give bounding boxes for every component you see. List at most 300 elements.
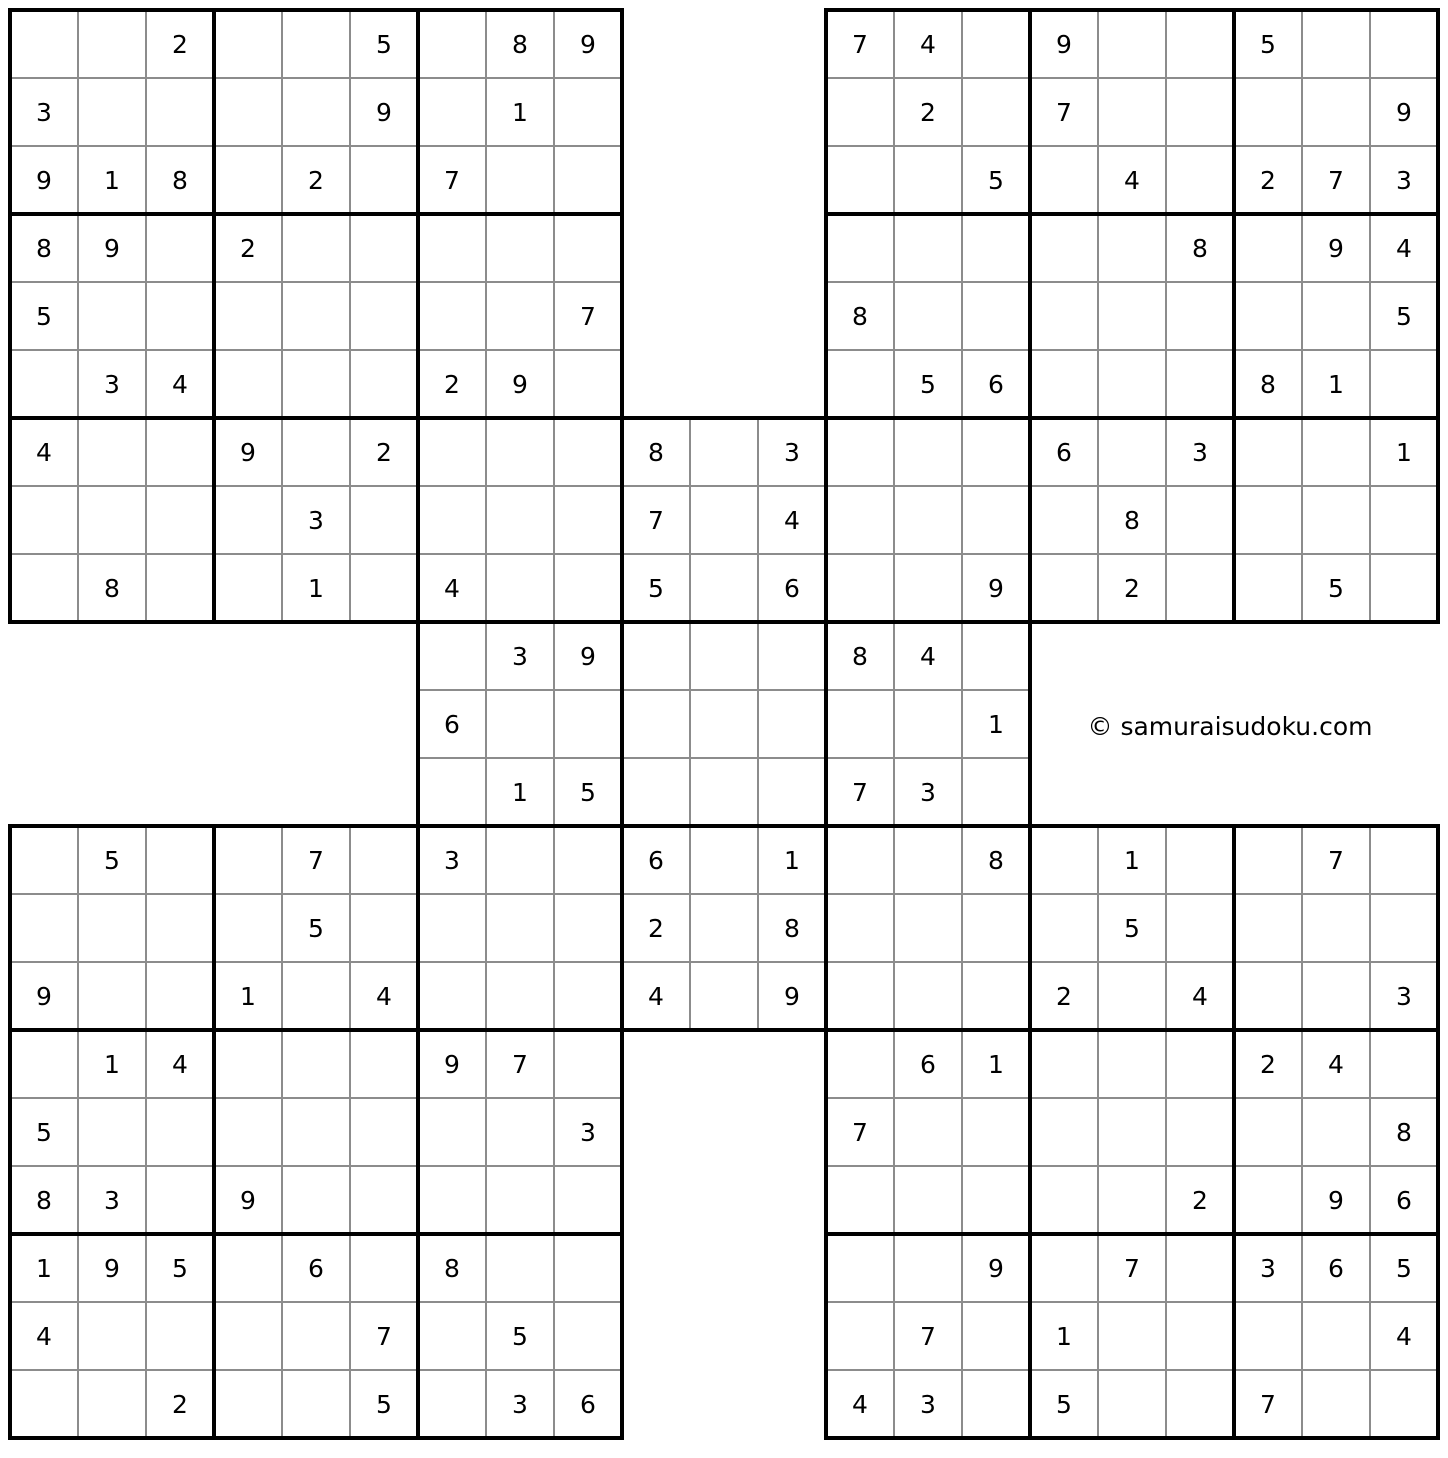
sudoku-cell[interactable]: 5: [1260, 29, 1276, 59]
sudoku-cell[interactable]: [418, 1098, 486, 1166]
sudoku-cell[interactable]: [214, 1302, 282, 1370]
sudoku-cell[interactable]: [350, 1030, 418, 1098]
sudoku-cell[interactable]: [1098, 418, 1166, 486]
sudoku-cell[interactable]: [10, 826, 78, 894]
sudoku-cell[interactable]: [146, 418, 214, 486]
sudoku-cell[interactable]: [146, 1098, 214, 1166]
sudoku-cell[interactable]: [1370, 554, 1438, 622]
sudoku-cell[interactable]: [690, 758, 758, 826]
sudoku-cell[interactable]: [486, 282, 554, 350]
sudoku-cell[interactable]: 5: [1396, 301, 1412, 331]
sudoku-cell[interactable]: [282, 10, 350, 78]
sudoku-cell[interactable]: 3: [920, 777, 936, 807]
sudoku-cell[interactable]: [962, 894, 1030, 962]
sudoku-cell[interactable]: [554, 78, 622, 146]
sudoku-cell[interactable]: [214, 146, 282, 214]
sudoku-cell[interactable]: [554, 486, 622, 554]
sudoku-cell[interactable]: [962, 486, 1030, 554]
sudoku-cell[interactable]: [146, 1302, 214, 1370]
sudoku-cell[interactable]: 7: [580, 301, 596, 331]
sudoku-cell[interactable]: [146, 962, 214, 1030]
sudoku-cell[interactable]: [1098, 282, 1166, 350]
sudoku-cell[interactable]: [146, 554, 214, 622]
sudoku-cell[interactable]: [146, 214, 214, 282]
sudoku-cell[interactable]: [350, 554, 418, 622]
sudoku-cell[interactable]: [894, 554, 962, 622]
sudoku-cell[interactable]: [214, 10, 282, 78]
sudoku-cell[interactable]: 3: [36, 97, 52, 127]
sudoku-cell[interactable]: [894, 1166, 962, 1234]
sudoku-cell[interactable]: 1: [104, 1049, 120, 1079]
sudoku-cell[interactable]: [962, 1302, 1030, 1370]
sudoku-cell[interactable]: [146, 78, 214, 146]
sudoku-cell[interactable]: [418, 10, 486, 78]
sudoku-cell[interactable]: [894, 146, 962, 214]
sudoku-cell[interactable]: [622, 690, 690, 758]
sudoku-cell[interactable]: [962, 418, 1030, 486]
sudoku-cell[interactable]: 8: [36, 233, 52, 263]
sudoku-cell[interactable]: 7: [444, 165, 460, 195]
sudoku-cell[interactable]: 6: [988, 369, 1004, 399]
sudoku-cell[interactable]: [10, 894, 78, 962]
sudoku-cell[interactable]: [758, 690, 826, 758]
sudoku-cell[interactable]: [826, 690, 894, 758]
sudoku-cell[interactable]: 3: [1192, 437, 1208, 467]
sudoku-cell[interactable]: [418, 962, 486, 1030]
sudoku-cell[interactable]: [1030, 1030, 1098, 1098]
sudoku-cell[interactable]: 3: [444, 845, 460, 875]
sudoku-cell[interactable]: 4: [784, 505, 800, 535]
sudoku-cell[interactable]: [690, 690, 758, 758]
sudoku-cell[interactable]: 8: [104, 573, 120, 603]
sudoku-cell[interactable]: [554, 826, 622, 894]
sudoku-cell[interactable]: [282, 1030, 350, 1098]
sudoku-cell[interactable]: [622, 758, 690, 826]
sudoku-cell[interactable]: [1370, 894, 1438, 962]
sudoku-cell[interactable]: 5: [1396, 1253, 1412, 1283]
sudoku-cell[interactable]: 4: [1124, 165, 1140, 195]
sudoku-cell[interactable]: 5: [376, 1389, 392, 1419]
sudoku-cell[interactable]: [78, 962, 146, 1030]
sudoku-cell[interactable]: 7: [1328, 845, 1344, 875]
sudoku-cell[interactable]: 5: [1124, 913, 1140, 943]
sudoku-cell[interactable]: [554, 894, 622, 962]
sudoku-cell[interactable]: 1: [1396, 437, 1412, 467]
sudoku-cell[interactable]: [1098, 10, 1166, 78]
sudoku-cell[interactable]: 2: [444, 369, 460, 399]
sudoku-cell[interactable]: [418, 78, 486, 146]
sudoku-cell[interactable]: [690, 418, 758, 486]
sudoku-cell[interactable]: 8: [784, 913, 800, 943]
sudoku-cell[interactable]: 7: [376, 1321, 392, 1351]
sudoku-cell[interactable]: 1: [784, 845, 800, 875]
sudoku-cell[interactable]: [554, 1030, 622, 1098]
sudoku-cell[interactable]: [214, 282, 282, 350]
sudoku-cell[interactable]: [826, 962, 894, 1030]
sudoku-cell[interactable]: [1098, 1030, 1166, 1098]
sudoku-cell[interactable]: [282, 214, 350, 282]
sudoku-cell[interactable]: 9: [104, 233, 120, 263]
sudoku-cell[interactable]: [962, 10, 1030, 78]
sudoku-cell[interactable]: 7: [648, 505, 664, 535]
sudoku-cell[interactable]: 7: [920, 1321, 936, 1351]
sudoku-cell[interactable]: [826, 554, 894, 622]
sudoku-cell[interactable]: [1302, 962, 1370, 1030]
sudoku-cell[interactable]: 4: [1328, 1049, 1344, 1079]
sudoku-cell[interactable]: [826, 418, 894, 486]
sudoku-cell[interactable]: [1234, 894, 1302, 962]
sudoku-cell[interactable]: [10, 10, 78, 78]
sudoku-cell[interactable]: [350, 1166, 418, 1234]
sudoku-cell[interactable]: [78, 894, 146, 962]
sudoku-cell[interactable]: 5: [920, 369, 936, 399]
sudoku-cell[interactable]: 7: [1328, 165, 1344, 195]
sudoku-cell[interactable]: 3: [1396, 981, 1412, 1011]
sudoku-cell[interactable]: 2: [1192, 1185, 1208, 1215]
sudoku-cell[interactable]: 1: [988, 709, 1004, 739]
sudoku-cell[interactable]: 4: [852, 1389, 868, 1419]
sudoku-cell[interactable]: 3: [104, 369, 120, 399]
sudoku-cell[interactable]: [1030, 350, 1098, 418]
sudoku-cell[interactable]: [554, 214, 622, 282]
sudoku-cell[interactable]: 4: [648, 981, 664, 1011]
sudoku-cell[interactable]: 4: [376, 981, 392, 1011]
sudoku-cell[interactable]: [894, 690, 962, 758]
sudoku-cell[interactable]: [214, 78, 282, 146]
sudoku-cell[interactable]: [78, 1302, 146, 1370]
sudoku-cell[interactable]: 3: [104, 1185, 120, 1215]
sudoku-cell[interactable]: [486, 1098, 554, 1166]
sudoku-cell[interactable]: [350, 146, 418, 214]
sudoku-cell[interactable]: 9: [36, 981, 52, 1011]
sudoku-cell[interactable]: 8: [988, 845, 1004, 875]
sudoku-cell[interactable]: [1302, 1370, 1370, 1438]
sudoku-cell[interactable]: [1166, 826, 1234, 894]
sudoku-cell[interactable]: [1370, 1030, 1438, 1098]
sudoku-cell[interactable]: [1030, 1166, 1098, 1234]
sudoku-cell[interactable]: [486, 418, 554, 486]
sudoku-cell[interactable]: [1370, 486, 1438, 554]
sudoku-cell[interactable]: [1234, 78, 1302, 146]
sudoku-cell[interactable]: [690, 486, 758, 554]
sudoku-cell[interactable]: [350, 1234, 418, 1302]
sudoku-cell[interactable]: [78, 1098, 146, 1166]
sudoku-cell[interactable]: 9: [784, 981, 800, 1011]
sudoku-cell[interactable]: 9: [988, 1253, 1004, 1283]
sudoku-cell[interactable]: [1030, 826, 1098, 894]
sudoku-cell[interactable]: [1030, 894, 1098, 962]
sudoku-cell[interactable]: 5: [36, 301, 52, 331]
sudoku-cell[interactable]: 3: [512, 1389, 528, 1419]
sudoku-cell[interactable]: [214, 1234, 282, 1302]
sudoku-cell[interactable]: 3: [920, 1389, 936, 1419]
sudoku-cell[interactable]: [78, 418, 146, 486]
sudoku-cell[interactable]: [690, 826, 758, 894]
sudoku-cell[interactable]: [1098, 214, 1166, 282]
sudoku-cell[interactable]: [962, 962, 1030, 1030]
sudoku-cell[interactable]: [894, 1234, 962, 1302]
sudoku-cell[interactable]: 1: [36, 1253, 52, 1283]
sudoku-cell[interactable]: 1: [1328, 369, 1344, 399]
sudoku-cell[interactable]: [1098, 962, 1166, 1030]
sudoku-cell[interactable]: 2: [648, 913, 664, 943]
sudoku-cell[interactable]: [1030, 554, 1098, 622]
sudoku-cell[interactable]: [282, 350, 350, 418]
sudoku-cell[interactable]: [1302, 486, 1370, 554]
sudoku-cell[interactable]: 5: [1056, 1389, 1072, 1419]
sudoku-cell[interactable]: [1166, 1370, 1234, 1438]
sudoku-cell[interactable]: [1370, 10, 1438, 78]
sudoku-cell[interactable]: 8: [852, 301, 868, 331]
sudoku-cell[interactable]: [1234, 962, 1302, 1030]
sudoku-cell[interactable]: [894, 282, 962, 350]
sudoku-cell[interactable]: [826, 214, 894, 282]
sudoku-cell[interactable]: [1030, 146, 1098, 214]
sudoku-cell[interactable]: [146, 826, 214, 894]
sudoku-cell[interactable]: [1166, 554, 1234, 622]
sudoku-cell[interactable]: [486, 894, 554, 962]
sudoku-cell[interactable]: 7: [852, 777, 868, 807]
sudoku-cell[interactable]: 9: [1328, 1185, 1344, 1215]
sudoku-cell[interactable]: 8: [172, 165, 188, 195]
sudoku-cell[interactable]: [350, 1098, 418, 1166]
sudoku-cell[interactable]: 4: [1396, 233, 1412, 263]
sudoku-cell[interactable]: [1234, 486, 1302, 554]
sudoku-cell[interactable]: [894, 962, 962, 1030]
sudoku-cell[interactable]: [486, 1234, 554, 1302]
sudoku-cell[interactable]: [1302, 282, 1370, 350]
sudoku-cell[interactable]: 1: [240, 981, 256, 1011]
sudoku-cell[interactable]: 8: [1192, 233, 1208, 263]
sudoku-cell[interactable]: [1030, 486, 1098, 554]
sudoku-cell[interactable]: [1166, 350, 1234, 418]
sudoku-cell[interactable]: 8: [1396, 1117, 1412, 1147]
sudoku-cell[interactable]: [214, 894, 282, 962]
sudoku-cell[interactable]: [1166, 1302, 1234, 1370]
sudoku-cell[interactable]: 5: [36, 1117, 52, 1147]
sudoku-cell[interactable]: [1098, 78, 1166, 146]
sudoku-cell[interactable]: [826, 486, 894, 554]
sudoku-cell[interactable]: 6: [784, 573, 800, 603]
sudoku-cell[interactable]: 8: [512, 29, 528, 59]
sudoku-cell[interactable]: [1302, 894, 1370, 962]
sudoku-cell[interactable]: 3: [1260, 1253, 1276, 1283]
sudoku-cell[interactable]: [1302, 10, 1370, 78]
sudoku-cell[interactable]: [894, 486, 962, 554]
sudoku-cell[interactable]: 9: [444, 1049, 460, 1079]
sudoku-cell[interactable]: 7: [512, 1049, 528, 1079]
sudoku-cell[interactable]: 9: [1396, 97, 1412, 127]
sudoku-cell[interactable]: [826, 1030, 894, 1098]
sudoku-cell[interactable]: [758, 758, 826, 826]
sudoku-cell[interactable]: [282, 962, 350, 1030]
sudoku-cell[interactable]: [1234, 1098, 1302, 1166]
sudoku-cell[interactable]: 7: [308, 845, 324, 875]
sudoku-cell[interactable]: [214, 1030, 282, 1098]
sudoku-cell[interactable]: [1098, 1302, 1166, 1370]
sudoku-cell[interactable]: 4: [36, 1321, 52, 1351]
sudoku-cell[interactable]: [1166, 146, 1234, 214]
sudoku-cell[interactable]: 3: [580, 1117, 596, 1147]
sudoku-cell[interactable]: [10, 486, 78, 554]
sudoku-cell[interactable]: 4: [172, 1049, 188, 1079]
sudoku-cell[interactable]: [146, 486, 214, 554]
sudoku-cell[interactable]: [1166, 1030, 1234, 1098]
sudoku-cell[interactable]: 1: [1056, 1321, 1072, 1351]
sudoku-cell[interactable]: 2: [172, 1389, 188, 1419]
sudoku-cell[interactable]: [1234, 282, 1302, 350]
sudoku-cell[interactable]: [78, 10, 146, 78]
sudoku-cell[interactable]: 2: [1056, 981, 1072, 1011]
sudoku-cell[interactable]: 7: [1124, 1253, 1140, 1283]
sudoku-cell[interactable]: 8: [36, 1185, 52, 1215]
sudoku-cell[interactable]: [962, 622, 1030, 690]
sudoku-cell[interactable]: [894, 826, 962, 894]
sudoku-cell[interactable]: 6: [444, 709, 460, 739]
sudoku-cell[interactable]: 8: [648, 437, 664, 467]
sudoku-cell[interactable]: 6: [1396, 1185, 1412, 1215]
sudoku-cell[interactable]: 3: [512, 641, 528, 671]
sudoku-cell[interactable]: [214, 826, 282, 894]
sudoku-cell[interactable]: [894, 214, 962, 282]
sudoku-cell[interactable]: 1: [104, 165, 120, 195]
sudoku-cell[interactable]: 1: [1124, 845, 1140, 875]
sudoku-cell[interactable]: [826, 1166, 894, 1234]
sudoku-cell[interactable]: [1302, 1098, 1370, 1166]
sudoku-cell[interactable]: [214, 350, 282, 418]
sudoku-cell[interactable]: [282, 418, 350, 486]
sudoku-cell[interactable]: [418, 214, 486, 282]
sudoku-cell[interactable]: [146, 282, 214, 350]
sudoku-cell[interactable]: 4: [172, 369, 188, 399]
sudoku-cell[interactable]: [1030, 1098, 1098, 1166]
sudoku-cell[interactable]: [1234, 826, 1302, 894]
sudoku-cell[interactable]: [418, 418, 486, 486]
sudoku-cell[interactable]: 5: [1328, 573, 1344, 603]
sudoku-cell[interactable]: 6: [1056, 437, 1072, 467]
sudoku-cell[interactable]: [486, 146, 554, 214]
sudoku-cell[interactable]: [894, 1098, 962, 1166]
sudoku-cell[interactable]: [1166, 10, 1234, 78]
sudoku-cell[interactable]: 9: [580, 641, 596, 671]
sudoku-cell[interactable]: [826, 1234, 894, 1302]
sudoku-cell[interactable]: 4: [920, 641, 936, 671]
sudoku-cell[interactable]: 9: [240, 437, 256, 467]
sudoku-cell[interactable]: [418, 282, 486, 350]
sudoku-cell[interactable]: 5: [648, 573, 664, 603]
sudoku-cell[interactable]: [1030, 214, 1098, 282]
sudoku-cell[interactable]: [78, 282, 146, 350]
sudoku-cell[interactable]: 4: [1192, 981, 1208, 1011]
sudoku-cell[interactable]: [418, 622, 486, 690]
sudoku-cell[interactable]: [1166, 894, 1234, 962]
sudoku-cell[interactable]: [1302, 78, 1370, 146]
sudoku-cell[interactable]: [282, 1098, 350, 1166]
sudoku-cell[interactable]: 4: [920, 29, 936, 59]
sudoku-cell[interactable]: [282, 282, 350, 350]
sudoku-cell[interactable]: [826, 350, 894, 418]
sudoku-cell[interactable]: [962, 1166, 1030, 1234]
sudoku-cell[interactable]: [350, 826, 418, 894]
sudoku-cell[interactable]: [10, 554, 78, 622]
sudoku-cell[interactable]: [1234, 418, 1302, 486]
sudoku-cell[interactable]: [962, 214, 1030, 282]
sudoku-cell[interactable]: [350, 486, 418, 554]
sudoku-cell[interactable]: [350, 350, 418, 418]
sudoku-cell[interactable]: 2: [172, 29, 188, 59]
sudoku-cell[interactable]: 9: [1328, 233, 1344, 263]
sudoku-cell[interactable]: [486, 486, 554, 554]
sudoku-cell[interactable]: [690, 894, 758, 962]
sudoku-cell[interactable]: [146, 1166, 214, 1234]
sudoku-cell[interactable]: [554, 1166, 622, 1234]
sudoku-cell[interactable]: [554, 690, 622, 758]
sudoku-cell[interactable]: [622, 622, 690, 690]
sudoku-cell[interactable]: [1234, 554, 1302, 622]
sudoku-cell[interactable]: 6: [580, 1389, 596, 1419]
sudoku-cell[interactable]: 1: [512, 97, 528, 127]
sudoku-cell[interactable]: [10, 350, 78, 418]
sudoku-cell[interactable]: [418, 486, 486, 554]
sudoku-cell[interactable]: [214, 1098, 282, 1166]
sudoku-cell[interactable]: [78, 78, 146, 146]
sudoku-cell[interactable]: 7: [852, 1117, 868, 1147]
sudoku-cell[interactable]: [214, 554, 282, 622]
sudoku-cell[interactable]: 9: [240, 1185, 256, 1215]
sudoku-cell[interactable]: [486, 214, 554, 282]
sudoku-cell[interactable]: [554, 350, 622, 418]
sudoku-cell[interactable]: [1166, 282, 1234, 350]
sudoku-cell[interactable]: [1370, 350, 1438, 418]
sudoku-cell[interactable]: [214, 1370, 282, 1438]
sudoku-cell[interactable]: 1: [988, 1049, 1004, 1079]
sudoku-cell[interactable]: 9: [988, 573, 1004, 603]
sudoku-cell[interactable]: [690, 622, 758, 690]
sudoku-cell[interactable]: [826, 826, 894, 894]
sudoku-cell[interactable]: [554, 418, 622, 486]
sudoku-cell[interactable]: [486, 826, 554, 894]
sudoku-cell[interactable]: [554, 1302, 622, 1370]
sudoku-cell[interactable]: [1166, 1234, 1234, 1302]
sudoku-cell[interactable]: [418, 1370, 486, 1438]
sudoku-cell[interactable]: 4: [444, 573, 460, 603]
sudoku-cell[interactable]: [1370, 1370, 1438, 1438]
sudoku-cell[interactable]: [282, 1370, 350, 1438]
sudoku-cell[interactable]: [10, 1030, 78, 1098]
sudoku-cell[interactable]: 2: [1260, 1049, 1276, 1079]
sudoku-cell[interactable]: [1302, 418, 1370, 486]
sudoku-cell[interactable]: [1098, 350, 1166, 418]
sudoku-cell[interactable]: [418, 1302, 486, 1370]
sudoku-cell[interactable]: 9: [580, 29, 596, 59]
sudoku-cell[interactable]: 5: [512, 1321, 528, 1351]
sudoku-cell[interactable]: 9: [1056, 29, 1072, 59]
sudoku-cell[interactable]: 1: [512, 777, 528, 807]
sudoku-cell[interactable]: [78, 1370, 146, 1438]
sudoku-cell[interactable]: [486, 962, 554, 1030]
sudoku-cell[interactable]: 5: [308, 913, 324, 943]
sudoku-cell[interactable]: 8: [1124, 505, 1140, 535]
sudoku-cell[interactable]: 7: [1260, 1389, 1276, 1419]
sudoku-cell[interactable]: [826, 146, 894, 214]
sudoku-cell[interactable]: [1234, 1302, 1302, 1370]
sudoku-cell[interactable]: [350, 282, 418, 350]
sudoku-cell[interactable]: [1370, 826, 1438, 894]
sudoku-cell[interactable]: [282, 1166, 350, 1234]
sudoku-cell[interactable]: [1030, 1234, 1098, 1302]
sudoku-cell[interactable]: [962, 758, 1030, 826]
sudoku-cell[interactable]: [282, 78, 350, 146]
